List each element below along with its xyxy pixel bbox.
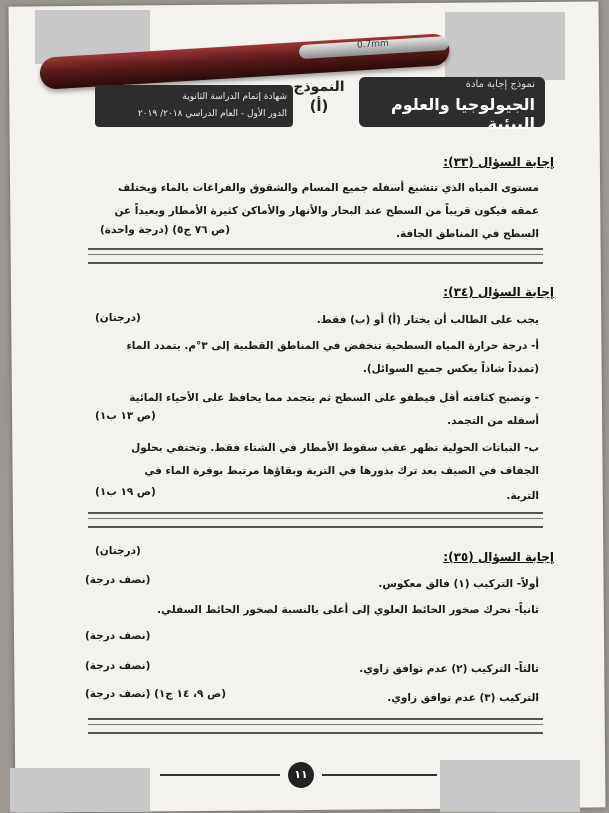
redaction-bottom-right <box>440 760 580 812</box>
answer-model-caption: نموذج إجابة مادة <box>465 79 535 90</box>
q34-title: إجابة السؤال (٣٤): <box>443 285 554 299</box>
footer-rule-left <box>160 774 280 776</box>
q35-mark-4: (ص ٩، ١٤ ج١) (نصف درجة) <box>85 688 227 700</box>
subject-banner <box>359 77 545 133</box>
footer-rule-right <box>322 774 437 776</box>
q34-line-1: أ- درجة حرارة المياه السطحية تنخفض في المناطق القطبية إلى ٣°م. يتمدد الماء <box>126 340 539 352</box>
redaction-bottom-left <box>10 768 150 812</box>
section-divider <box>88 512 543 528</box>
q34-line-b1: ب- النباتات الحولية تظهر عقب سقوط الأمطار في الشتاء فقط. وتختفي بحلول <box>131 442 539 454</box>
q35-line-4: التركيب (٣) عدم توافق زاوي. <box>387 692 539 704</box>
q34-marks: (درجتان) <box>95 312 141 324</box>
q35-mark-3: (نصف درجة) <box>85 660 151 672</box>
redaction-top-right <box>445 12 565 80</box>
q33-line-2: عمقه فيكون قريباً من السطح عند البحار والأنهار والأماكن كثيرة الأمطار وبعيداً عن <box>114 205 539 217</box>
subject-title: الجيولوجيا والعلوم البيئية <box>390 95 535 133</box>
q34-reference-b: (ص ١٩ ب١) <box>95 486 156 498</box>
model-label: النموذج <box>293 79 345 95</box>
q35-line-1: أولاً- التركيب (١) فالق معكوس. <box>378 578 539 590</box>
q35-line-2: ثانياً- تحرك صخور الحائط العلوي إلى أعلى بالنسبة لصخور الحائط السفلي. <box>157 604 539 616</box>
pen-brand-text: 0.7mm <box>356 38 390 51</box>
q35-mark-1: (نصف درجة) <box>85 574 151 586</box>
document-header <box>95 77 545 131</box>
q34-intro: يجب على الطالب أن يختار (أ) أو (ب) فقط. <box>316 314 539 326</box>
section-divider <box>88 248 543 264</box>
q35-mark-2: (نصف درجة) <box>85 630 151 642</box>
q33-reference: (ص ٧٦ ج٥) (درجة واحدة) <box>100 224 231 236</box>
q35-marks: (درجتان) <box>95 545 141 557</box>
model-box <box>285 79 353 127</box>
q34-line-2: (تمدداً شاذاً يعكس جميع السوائل). <box>362 363 539 375</box>
model-letter: (أ) <box>309 97 329 115</box>
q34-line-3: - وتصبح كثافته أقل فيطفو على السطح ثم يتجمد مما يحافظ على الأحياء المائية <box>129 392 539 404</box>
exam-info-banner <box>95 85 293 127</box>
q34-reference-a: (ص ١٣ ب١) <box>95 410 156 422</box>
page-number: ١١ <box>288 762 314 788</box>
q33-title: إجابة السؤال (٣٣): <box>443 155 554 169</box>
q34-line-b2: الجفاف في الصيف بعد ترك بذورها في التربة وبقاؤها مرتبط بوفرة الماء في <box>144 465 539 477</box>
section-divider <box>88 718 543 734</box>
session-line: الدور الأول - العام الدراسي ٢٠١٨/ ٢٠١٩ <box>137 109 287 119</box>
certificate-line: شهادة إتمام الدراسة الثانوية <box>182 92 287 102</box>
q34-line-4: أسفله من التجمد. <box>447 415 539 427</box>
q33-line-1: مستوى المياه الذي تتشبع أسفله جميع المسام والشقوق والفراغات بالماء ويختلف <box>118 182 539 194</box>
q35-title: إجابة السؤال (٣٥): <box>443 550 554 564</box>
q35-line-3: ثالثاً- التركيب (٢) عدم توافق زاوي. <box>359 663 539 675</box>
q33-line-3: السطح في المناطق الجافة. <box>396 228 539 240</box>
q34-line-b3: التربة. <box>506 490 539 502</box>
